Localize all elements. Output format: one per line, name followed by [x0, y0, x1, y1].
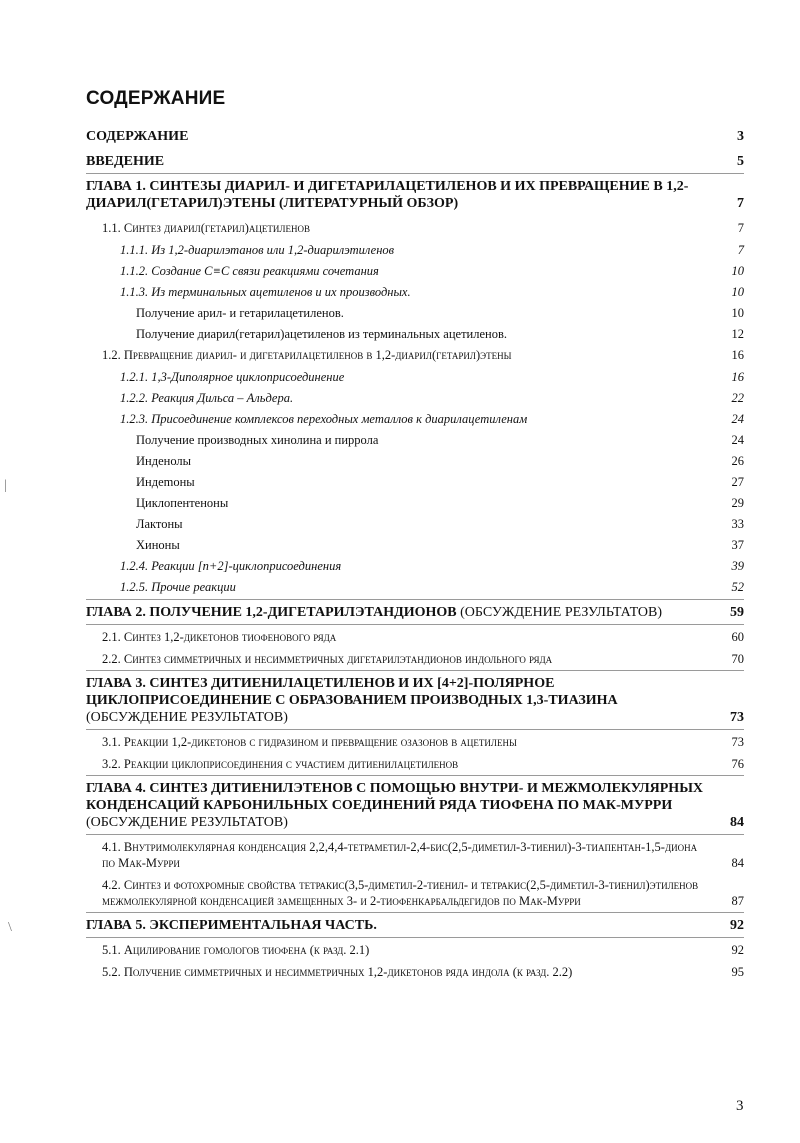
toc-entry-title	[86, 604, 718, 621]
toc-page-number: 10	[731, 306, 744, 320]
toc-section	[86, 877, 744, 909]
toc-entry-text: Получение арил- и гетарилацетиленов.	[136, 306, 344, 320]
margin-mark: |	[4, 478, 7, 493]
toc-entry-text: ГЛАВА 4. СИНТЕЗ ДИТИЕНИЛЭТЕНОВ С ПОМОЩЬЮ ВНУТРИ- И МЕЖМОЛЕКУЛЯРНЫХ КОНДЕНСАЦИЙ КАРБОНИЛЬНЫХ СОЕДИНЕНИЙ РЯДА ТИОФЕНА ПО МАК-МУРРИ	[86, 781, 704, 813]
toc-entry-title	[136, 453, 718, 470]
toc-entry-text: 1.1. Синтез диарил(гетарил)ацетиленов	[102, 221, 310, 235]
toc-entry-title	[136, 516, 718, 533]
toc-entry-title	[86, 780, 718, 831]
toc-section	[86, 942, 744, 958]
toc-entry-title	[136, 495, 718, 512]
toc-entry-text: Лактоны	[136, 517, 183, 531]
toc-entry-title	[120, 369, 718, 386]
toc-entry-text: 5.1. Ацилирование гомологов тиофена (к разд. 2.1)	[102, 943, 370, 957]
toc-page-number: 7	[737, 243, 744, 257]
toc-entry-text: Хиноны	[136, 538, 180, 552]
toc-entry-text: 1.2.4. Реакции [n+2]-циклоприсоединения	[120, 559, 342, 573]
toc-subsection	[86, 390, 744, 407]
toc-entry-subtitle: (ОБСУЖДЕНИЕ РЕЗУЛЬТАТОВ)	[86, 710, 288, 725]
toc-entry-title	[136, 474, 718, 491]
toc-entry-text: 1.2.2. Реакция Дильса – Альдера.	[120, 391, 294, 405]
toc-entry-text: 2.2. Синтез симметричных и несимметричных дигетарилэтандионов индольного ряда	[102, 652, 553, 666]
toc-subsection	[86, 411, 744, 428]
toc-subsection	[86, 558, 744, 575]
divider	[86, 912, 744, 913]
toc-page-number: 7	[737, 196, 744, 211]
toc-entry-text: 1.1.1. Из 1,2-диарилэтанов или 1,2-диарилэтиленов	[120, 243, 395, 257]
toc-page-number: 84	[731, 856, 744, 870]
toc-entry-text: 2.1. Синтез 1,2-дикетонов тиофенового ряда	[102, 630, 337, 644]
toc-page-number: 33	[731, 517, 744, 531]
toc-entry-text: ГЛАВА 5. ЭКСПЕРИМЕНТАЛЬНАЯ ЧАСТЬ.	[86, 918, 377, 933]
toc-page-number: 29	[731, 496, 744, 510]
toc-item	[86, 516, 744, 533]
toc-page-number: 22	[731, 391, 744, 405]
toc-page-number: 10	[731, 285, 744, 299]
toc-page-number: 27	[731, 475, 744, 489]
toc-entry-text: ВВЕДЕНИЕ	[86, 154, 165, 169]
toc-subsection	[86, 579, 744, 596]
toc-page-number: 12	[731, 327, 744, 341]
spacer	[86, 145, 744, 153]
toc-item	[86, 326, 744, 343]
toc-page-number: 59	[730, 605, 744, 620]
toc-chapter	[86, 917, 744, 934]
toc-entry-title	[86, 917, 718, 934]
toc-entry-text: Получение производных хинолина и пиррола	[136, 433, 379, 447]
toc-chapter	[86, 128, 744, 145]
toc-entry-text: 3.1. Реакции 1,2-дикетонов с гидразином и превращение озазонов в ацетилены	[102, 735, 517, 749]
toc-entry-title	[120, 263, 718, 280]
toc-entry-subtitle: (ОБСУЖДЕНИЕ РЕЗУЛЬТАТОВ)	[456, 605, 663, 620]
toc-entry-title	[102, 347, 718, 363]
toc-section	[86, 347, 744, 363]
toc-entry-text: Получение диарил(гетарил)ацетиленов из терминальных ацетиленов.	[136, 327, 507, 341]
page-title: СОДЕРЖАНИЕ	[86, 88, 226, 109]
toc-entry-text: 5.2. Получение симметричных и несимметричных 1,2-дикетонов ряда индола (к разд. 2.2)	[102, 965, 573, 979]
toc-entry-title	[102, 734, 718, 750]
toc-entry-title	[136, 326, 718, 343]
toc-entry-title	[120, 284, 718, 301]
toc-entry-title	[86, 675, 718, 726]
toc-entry-text: ГЛАВА 1. СИНТЕЗЫ ДИАРИЛ- И ДИГЕТАРИЛАЦЕТИЛЕНОВ И ИХ ПРЕВРАЩЕНИЕ В 1,2-ДИАРИЛ(ГЕТАРИЛ)ЭТЕНЫ (ЛИТЕРАТУРНЫЙ ОБЗОР)	[86, 179, 689, 211]
toc-entry-title	[102, 651, 718, 667]
divider	[86, 624, 744, 625]
toc-page-number: 10	[731, 264, 744, 278]
toc-page-number: 70	[731, 652, 744, 666]
toc-entry-text: ГЛАВА 3. СИНТЕЗ ДИТИЕНИЛАЦЕТИЛЕНОВ И ИХ [4+2]-ПОЛЯРНОЕ ЦИКЛОПРИСОЕДИНЕНИЕ С ОБРАЗОВАНИЕМ ПРОИЗВОДНЫХ 1,3-ТИАЗИНА	[86, 676, 618, 708]
toc-page-number: 92	[730, 918, 744, 933]
toc-page-number: 16	[731, 370, 744, 384]
toc-entry-text: 1.2. Превращение диарил- и дигетарилацетиленов в 1,2-диарил(гетарил)этены	[102, 348, 512, 362]
divider	[86, 834, 744, 835]
toc-page-number: 60	[731, 630, 744, 644]
toc-entry-text: Циклопентеноны	[136, 496, 229, 510]
toc-entry-title	[102, 877, 718, 909]
toc-entry-text: 1.1.3. Из терминальных ацетиленов и их производных.	[120, 285, 411, 299]
toc-entry-subtitle: (ОБСУЖДЕНИЕ РЕЗУЛЬТАТОВ)	[86, 815, 288, 830]
toc-entry-title	[86, 153, 718, 170]
toc-entry-title	[136, 432, 718, 449]
toc-item	[86, 432, 744, 449]
toc-entry-title	[102, 220, 718, 236]
toc-entry-title	[136, 537, 718, 554]
toc-page-number: 84	[730, 815, 744, 830]
toc-section	[86, 734, 744, 750]
toc-item	[86, 495, 744, 512]
toc-page-number: 24	[731, 412, 744, 426]
margin-mark: \	[8, 920, 12, 935]
toc-entry-text: Индеmoны	[136, 475, 195, 489]
toc-subsection	[86, 284, 744, 301]
toc-entry-text: 4.2. Синтез и фотохромные свойства тетракис(3,5-диметил-2-тиенил- и тетракис(2,5-диметил-3-тиенил)этиленов межмолекулярной конденсацией замещенных 3- и 2-тиофенкарбальдегидов по Мак-Мурри	[102, 878, 699, 908]
toc-page-number: 24	[731, 433, 744, 447]
spacer	[86, 980, 744, 986]
toc-section	[86, 839, 744, 871]
toc-entry-title	[86, 178, 718, 212]
toc-item	[86, 537, 744, 554]
divider	[86, 729, 744, 730]
toc-page-number: 92	[731, 943, 744, 957]
divider	[86, 599, 744, 600]
toc-chapter	[86, 604, 744, 621]
toc-page-number: 87	[731, 894, 744, 908]
toc-entry-title	[102, 839, 718, 871]
toc-section	[86, 964, 744, 980]
toc-entry-title	[120, 411, 718, 428]
toc-subsection	[86, 263, 744, 280]
toc-item	[86, 453, 744, 470]
toc-page-number: 52	[731, 580, 744, 594]
toc-item	[86, 474, 744, 491]
toc-subsection	[86, 369, 744, 386]
toc-page-number: 26	[731, 454, 744, 468]
toc-entry-title	[102, 942, 718, 958]
toc-page-number: 37	[731, 538, 744, 552]
toc-entry-text: Инденолы	[136, 454, 192, 468]
toc-entry-text: СОДЕРЖАНИЕ	[86, 129, 189, 144]
toc-page-number: 76	[731, 757, 744, 771]
toc-chapter	[86, 178, 744, 212]
page-number: 3	[736, 1098, 744, 1114]
toc-page-number: 73	[731, 735, 744, 749]
toc-section	[86, 220, 744, 236]
toc-entry-text: 3.2. Реакции циклоприсоединения с участием дитиенилацетиленов	[102, 757, 459, 771]
toc-page-number: 5	[737, 154, 744, 169]
toc-section	[86, 756, 744, 772]
toc-entry-title	[102, 629, 718, 645]
toc-page-number: 7	[737, 221, 744, 235]
toc-section	[86, 651, 744, 667]
toc-page-number: 39	[731, 559, 744, 573]
toc-entry-text: 1.2.5. Прочие реакции	[120, 580, 236, 594]
divider	[86, 937, 744, 938]
toc-entry-text: ГЛАВА 2. ПОЛУЧЕНИЕ 1,2-ДИГЕТАРИЛЭТАНДИОНОВ	[86, 605, 457, 620]
toc-entry-title	[120, 390, 718, 407]
toc-page-number: 16	[731, 348, 744, 362]
toc-entry-title	[102, 964, 718, 980]
toc-entry-title	[120, 242, 718, 259]
toc-entry-text: 1.2.1. 1,3-Диполярное циклоприсоединение	[120, 370, 345, 384]
toc-chapter	[86, 153, 744, 170]
spacer	[86, 212, 744, 220]
toc-entry-title	[120, 558, 718, 575]
divider	[86, 775, 744, 776]
toc-entry-text: 1.1.2. Создание C≡C связи реакциями сочетания	[120, 264, 379, 278]
toc-chapter	[86, 780, 744, 831]
toc-entry-title	[120, 579, 718, 596]
table-of-contents	[86, 128, 744, 986]
toc-entry-title	[102, 756, 718, 772]
toc-chapter	[86, 675, 744, 726]
toc-page-number: 73	[730, 710, 744, 725]
toc-page-number: 3	[737, 129, 744, 144]
toc-page-number: 95	[731, 965, 744, 979]
divider	[86, 173, 744, 174]
divider	[86, 670, 744, 671]
toc-item	[86, 305, 744, 322]
toc-subsection	[86, 242, 744, 259]
toc-entry-title	[136, 305, 718, 322]
toc-entry-text: 4.1. Внутримолекулярная конденсация 2,2,4,4-тетраметил-2,4-бис(2,5-диметил-3-тиенил)-3-тиапентан-1,5-диона по Мак-Мурри	[102, 840, 698, 870]
toc-entry-text: 1.2.3. Присоединение комплексов переходных металлов к диарилацетиленам	[120, 412, 528, 426]
toc-section	[86, 629, 744, 645]
toc-entry-title	[86, 128, 718, 145]
